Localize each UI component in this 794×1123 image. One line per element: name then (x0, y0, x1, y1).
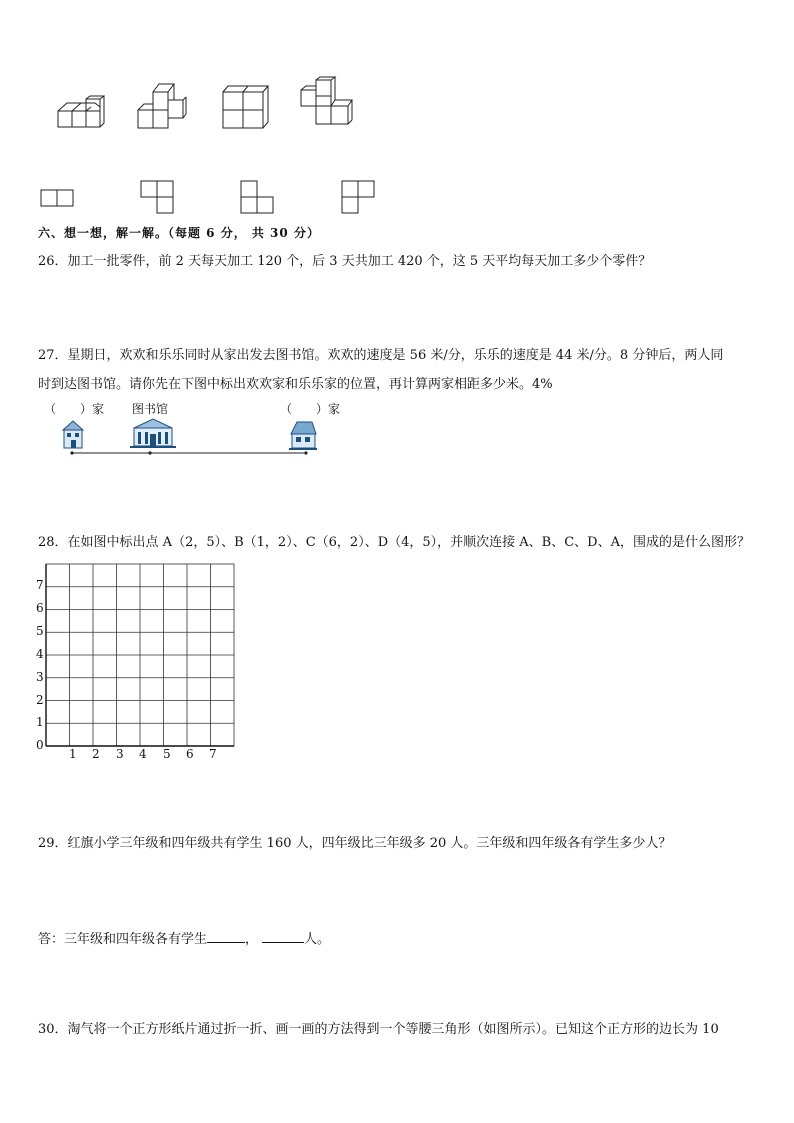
answer-blank-2[interactable] (262, 930, 304, 943)
answer-29 (38, 928, 330, 947)
answer-prefix: 答：三年级和四年级各有学生 (38, 932, 208, 947)
y-label-1: 1 (36, 715, 44, 729)
question-27-line2: 时到达图书馆。请你先在下图中标出欢欢家和乐乐家的位置，再计算两家相距多少米。4% (38, 377, 553, 392)
cube-figure-4 (298, 76, 356, 132)
y-label-4: 4 (36, 647, 44, 661)
x-label-2: 2 (92, 747, 100, 761)
right-home-label: （ ）家 (280, 402, 341, 416)
x-label-6: 6 (186, 747, 194, 761)
question-30: 30．淘气将一个正方形纸片通过折一折、画一画的方法得到一个等腰三角形（如图所示）。已知这个正方形的边长为 10 (38, 1022, 719, 1037)
y-label-0: 0 (36, 738, 44, 752)
x-label-4: 4 (139, 747, 147, 761)
answer-blank-1[interactable] (207, 930, 245, 943)
route-diagram (40, 398, 360, 460)
y-label-7: 7 (36, 578, 44, 592)
section-heading: 六、想一想，解一解。（每题 6 分， 共 30 分） (38, 226, 320, 240)
cube-figure-2 (136, 78, 188, 132)
y-label-5: 5 (36, 624, 44, 638)
answer-suffix: 人。 (304, 932, 331, 947)
x-label-5: 5 (163, 747, 171, 761)
x-label-3: 3 (116, 747, 124, 761)
view-diagram-2 (140, 180, 178, 216)
coordinate-grid (34, 558, 244, 768)
view-diagrams (0, 178, 794, 218)
question-26: 26．加工一批零件，前 2 天每天加工 120 个，后 3 天共加工 420 个，这 5 天平均每天加工多少个零件？ (38, 254, 652, 269)
route-line (40, 448, 360, 458)
y-label-2: 2 (36, 693, 44, 707)
question-27-line1: 27．星期日，欢欢和乐乐同时从家出发去图书馆。欢欢的速度是 56 米/分，乐乐的速度是 44 米/分。8 分钟后，两人同 (38, 348, 724, 363)
x-label-7: 7 (209, 747, 217, 761)
question-28: 28．在如图中标出点 A（2，5）、B（1，2）、C（6，2）、D（4，5），并顺次连接 A、B、C、D、A，围成的是什么图形？ (38, 535, 750, 550)
library-label: 图书馆 (132, 402, 169, 416)
y-label-3: 3 (36, 670, 44, 684)
left-home-label: （ ）家 (44, 402, 105, 416)
left-house-icon (60, 418, 86, 450)
cube-figure-3 (220, 82, 270, 130)
x-label-1: 1 (69, 747, 77, 761)
answer-separator: ， (245, 932, 259, 947)
library-icon (128, 416, 178, 450)
view-diagram-3 (240, 180, 276, 216)
grid-lines (34, 558, 244, 758)
y-label-6: 6 (36, 601, 44, 615)
cube-figures (0, 70, 794, 140)
view-diagram-4 (341, 180, 379, 216)
view-diagram-1 (40, 188, 76, 208)
question-29: 29．红旗小学三年级和四年级共有学生 160 人，四年级比三年级多 20 人。三年级和四年级各有学生多少人？ (38, 836, 672, 851)
right-house-icon (288, 418, 318, 450)
cube-figure-1 (55, 95, 107, 131)
